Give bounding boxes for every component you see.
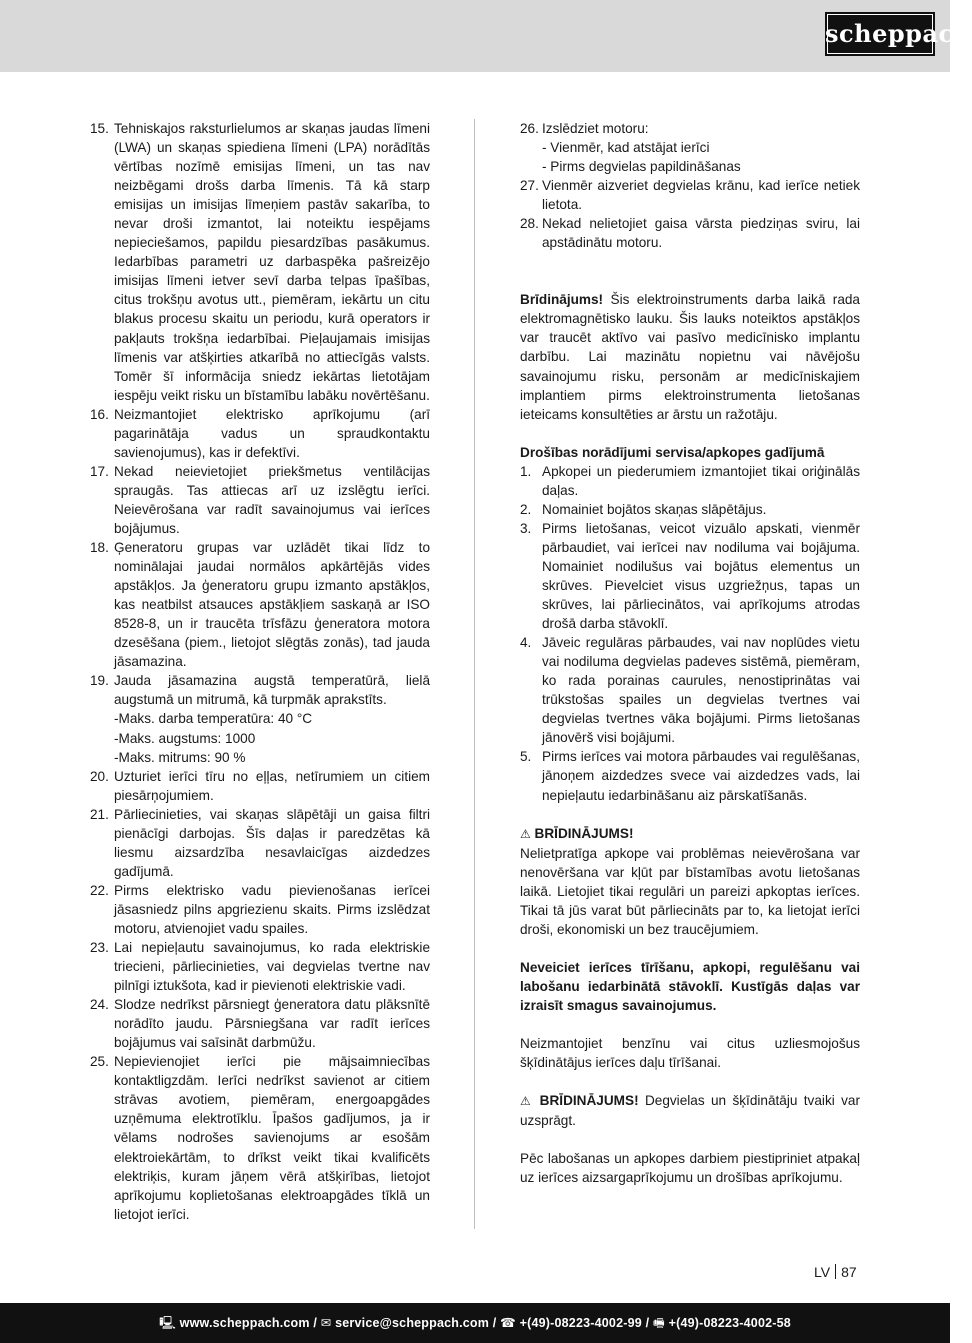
item-number: 22. <box>90 882 109 898</box>
item-text <box>542 119 860 176</box>
list-item <box>90 881 430 938</box>
list-item <box>90 805 430 881</box>
item-sub-line: - Vienmēr, kad atstājat ierīci <box>542 140 710 156</box>
column-divider <box>474 119 475 1229</box>
item-main-text: Jauda jāsamazina augstā temperatūrā, lielā augstumā un mitrumā, kā turpmāk aprakstīts. <box>114 673 430 708</box>
list-item <box>520 176 860 214</box>
item-text <box>114 119 430 405</box>
warning-label: Brīdinājums! <box>520 292 604 308</box>
vapor-warning-title: BRĪDINĀJUMS! <box>539 1093 639 1109</box>
warning-text: Šis elektroinstruments darba laikā rada elektromagnētisko lauku. Šis lauks noteiktos apstākļos var traucēt aktīvo vai pasīvo medicīnisko implantu darbību. Lai mazinātu nopietnu vai nāvējošu savainojumu risku, personām ar medicīniskajiem implantiem pirms elektroinstrumenta lietošanas ieteicams konsultēties ar ārstu un ražotāju. <box>520 292 860 422</box>
reinstall-note: Pēc labošanas un apkopes darbiem piestipriniet atpakaļ uz ierīces aizsargaprīkojumu un drošības aprīkojumu. <box>520 1151 860 1186</box>
item-main-text: Nepievienojiet ierīci pie mājsaimniecības kontaktligzdām. Ierīci nedrīkst savienot ar citiem strāvas avotiem, piemēram, energoapgādes uzņēmuma elektrotīklu. Īpašos gadījumos, ja ir vēlams nodrošes savienojums ar esošām elektroiekārtām, to drīkst veikt tikai kvalificēts elektriķis, kuram jāņem vērā atšķirības, lietojot aprīkojumu koplietošanas elektroapgādes tīklā un lietojot ierīci. <box>114 1054 430 1222</box>
item-number: 21. <box>90 806 109 822</box>
item-text <box>114 405 430 462</box>
item-number: 23. <box>90 940 109 956</box>
item-text <box>542 519 860 633</box>
list-item <box>520 462 860 500</box>
fax-icon: 🖷 <box>652 1315 665 1330</box>
service-heading: Drošības norādījumi servisa/apkopes gadījumā <box>520 444 825 460</box>
website-link[interactable]: www.scheppach.com <box>179 1316 310 1330</box>
item-text <box>114 538 430 671</box>
item-text <box>542 633 860 747</box>
list-item <box>90 1052 430 1223</box>
page-number-value: 87 <box>841 1264 857 1280</box>
item-main-text: Pārliecinieties, vai skaņas slāpētāji un gaisa filtri pienācīgi darbojas. Šīs daļas ir paredzētas kā liesmu aizsardzība nesavlaicīgas aizdedzes gadījumā. <box>114 806 430 879</box>
item-text <box>114 938 430 995</box>
email-link[interactable]: service@scheppach.com <box>335 1316 490 1330</box>
item-main-text: Nekad neievietojiet priekšmetus ventilācijas spraugās. Tas attiecas arī uz izslēgtu ierīci. Neievērošana var radīt savainojumus vai ierīces bojājumus. <box>114 463 430 536</box>
item-sub-line: -Maks. augstums: 1000 <box>114 730 256 746</box>
item-text <box>114 805 430 881</box>
service-instructions-list <box>520 462 860 805</box>
footer-bar: 🖳 www.scheppach.com / ✉ service@scheppach.com / ☎ +(49)-08223-4002-99 / 🖷 +(49)-08223-4002-58 <box>0 1303 950 1343</box>
item-main-text: Ģeneratoru grupas var uzlādēt tikai līdz to nominālajai jaudai normālos apkārtējās vides apstākļos. Ja ģeneratoru grupu izmanto apstākļos, kas neatbilst atsauces apstākļiem saskaņā ar ISO 8528-8, un ir traucēta trīsfāzu ģeneratora motora dzesēšana (piem., lietojot slēgtās zonās), tad jauda jāsamazina. <box>114 540 430 670</box>
solvent-note: Neizmantojiet benzīnu vai citus uzliesmojošus šķīdinātājus ierīces daļu tīrīšanai. <box>520 1035 860 1071</box>
item-main-text: Jāveic regulāras pārbaudes, vai nav noplūdes vietu vai nodiluma degvielas padeves sistēmā, piemēram, ko rada porainas caurules, nenostiprinātas vai trūkstošas spailes un degvielas tvertnes vai degvielas tvertnes vāka bojājumi. Pirms lietošanas jānovērš visi bojājumi. <box>542 635 860 746</box>
page-separator <box>835 1264 836 1279</box>
list-item <box>90 462 430 538</box>
list-item <box>90 767 430 805</box>
item-main-text: Pirms elektrisko vadu pievienošanas ierīcei jāsasniedz pilns apgriezienu skaits. Pirms izslēdzat motoru, atvienojiet vadu spailes. <box>114 882 430 936</box>
fax-number: +(49)-08223-4002-58 <box>668 1316 791 1330</box>
item-number: 25. <box>90 1054 109 1070</box>
item-sub-line: -Maks. darba temperatūra: 40 °C <box>114 711 313 727</box>
item-main-text: Pirms lietošanas, veicot vizuālo apskati, vienmēr pārbaudiet, vai ierīcei nav nodiluma vai bojājuma. Nomainiet nodilušus vai bojātus elementus un skrūves. Pievelciet visus uzgriežņus, tapas un skrūves, lai pārliecinātos, vai aprīkojums atrodas drošā darba stāvoklī. <box>542 520 860 632</box>
scheppach-logo: scheppach <box>825 12 935 56</box>
item-main-text: Vienmēr aizveriet degvielas krānu, kad ierīce netiek lietota. <box>542 178 860 213</box>
item-number: 18. <box>90 540 109 556</box>
phone-icon: ☎ <box>500 1315 516 1330</box>
item-number: 17. <box>90 463 109 479</box>
item-sub-line: -Maks. mitrums: 90 % <box>114 749 246 765</box>
item-main-text: Lai nepieļautu savainojumus, ko rada elektriskie triecieni, pārliecinieties, vai degvielas tvertne nav pilnīgi iztukšota, kad ir pievienoti elektriskie vadi. <box>114 940 430 994</box>
list-item <box>520 214 860 252</box>
item-number: 3. <box>520 520 532 536</box>
item-number: 20. <box>90 768 109 784</box>
item-number: 1. <box>520 463 532 479</box>
maintenance-warning-title <box>520 824 860 844</box>
language-code: LV <box>814 1264 831 1280</box>
item-main-text: Apkopei un piederumiem izmantojiet tikai oriģinālās daļas. <box>542 463 860 498</box>
item-number: 4. <box>520 635 532 651</box>
list-item <box>520 119 860 176</box>
item-text <box>542 176 860 214</box>
item-main-text: Izslēdziet motoru: <box>542 121 649 136</box>
item-text <box>114 767 430 805</box>
list-item <box>520 633 860 747</box>
item-number: 28. <box>520 216 539 232</box>
item-main-text: Slodze nedrīkst pārsniegt ģeneratora datu plāksnītē norādīto jaudu. Pārsniegšana var radīt ierīces bojājumus vai saīsināt darbmūžu. <box>114 997 430 1051</box>
item-main-text: Pirms ierīces vai motora pārbaudes vai regulēšanas, jānoņem aizdedzes svece vai aizdedzes vads, lai nepieļautu iedarbināšanu aiz pārskatīšanās. <box>542 749 860 803</box>
item-main-text: Tehniskajos raksturlielumos ar skaņas jaudas līmeni (LWA) un skaņas spiediena līmeni (LPA) norādītās vērtības nozīmē emisijas līmeni, un tas nav neizbēgami drošs darba līmenis. Tā kā starp emisijas un imisijas līmeņiem pastāv sakarība, to nevar droši izmantot, lai noteiktu iespējams nepieciešamos, papildu piesardzības pasākumus. Iedarbības parametri uz darbaspēka pašreizējo imisijas līmeni ietver sevī darba telpas īpašības, citus trokšņu avotus utt., piemēram, iekārtu un citu blakus procesu skaitu un periodu, kurā operators ir pakļauts trokšņa iedarbībai. Pieļaujamais imisijas līmenis var atšķirties atkarībā no attiecīgās valsts. Tomēr šī informācija sniedz iekārtas lietotājam iespēju veikt risku un bīstamību labāku novērtēšanu. <box>114 121 430 403</box>
list-item <box>90 538 430 671</box>
computer-icon: 🖳 <box>159 1315 176 1330</box>
left-column <box>90 119 430 1224</box>
item-main-text: Uzturiet ierīci tīru no eļļas, netīrumiem un citiem piesārņojumiem. <box>114 768 430 803</box>
item-text <box>542 214 860 252</box>
item-number: 16. <box>90 406 109 422</box>
page-number <box>814 1264 857 1280</box>
item-main-text: Nomainiet bojātos skaņas slāpētājus. <box>542 501 767 517</box>
item-number: 27. <box>520 178 539 194</box>
list-item <box>520 747 860 804</box>
item-text <box>114 995 430 1052</box>
right-column <box>520 119 860 1187</box>
vapor-warning <box>520 1091 860 1130</box>
item-number: 26. <box>520 121 539 136</box>
item-sub-line: - Pirms degvielas papildināšanas <box>542 159 741 175</box>
list-item <box>520 519 860 633</box>
list-item <box>90 119 430 405</box>
list-item <box>520 500 860 519</box>
phone-number: +(49)-08223-4002-99 <box>519 1316 642 1330</box>
header-bar <box>0 0 972 72</box>
item-text <box>542 462 860 500</box>
item-text <box>542 747 860 804</box>
item-number: 19. <box>90 673 109 689</box>
item-text <box>114 462 430 538</box>
safety-instructions-list <box>90 119 430 1224</box>
item-number: 2. <box>520 501 532 517</box>
vapor-warning-text: Degvielas un šķīdinātāju tvaiki var uzsprāgt. <box>520 1093 860 1129</box>
list-item <box>90 671 430 766</box>
list-item <box>90 405 430 462</box>
bold-notice <box>520 958 860 1015</box>
warning-title-text: BRĪDINĀJUMS! <box>534 825 634 841</box>
item-number: 5. <box>520 749 532 765</box>
item-text <box>114 881 430 938</box>
list-item <box>90 938 430 995</box>
list-item <box>90 995 430 1052</box>
maintenance-warning-text: Nelietpratīga apkope vai problēmas neievērošana var nenovēršana var kļūt par bīstamības avotu lietošanas laikā. Lietojiet tikai regulāri un pareizi apkoptas ierīces. Tikai tā jūs varat būt pārliecināts par to, ka lietojat ierīci droši, ekonomiski un bez traucējumiem. <box>520 845 860 937</box>
item-text <box>114 671 430 766</box>
bold-notice-text: Neveiciet ierīces tīrīšanu, apkopi, regulēšanu vai labošanu iedarbinātā stāvoklī. Kustīgās daļas var izraisīt smagus savainojumus. <box>520 959 860 1013</box>
warning-icon: ⚠ <box>520 826 531 841</box>
warning-icon: ⚠ <box>520 1094 534 1109</box>
item-main-text: Neizmantojiet elektrisko aprīkojumu (arī pagarinātāja vadus un spraudkontaktu savienojumus), kas ir defektīvi. <box>114 406 430 460</box>
item-number: 15. <box>90 121 109 136</box>
item-text <box>542 500 860 519</box>
item-main-text: Nekad nelietojiet gaisa vārsta piedziņas sviru, lai apstādinātu motoru. <box>542 216 860 251</box>
safety-instructions-list-continued <box>520 119 860 252</box>
item-text <box>114 1052 430 1223</box>
envelope-icon: ✉ <box>320 1315 332 1330</box>
electromagnetic-warning <box>520 290 860 423</box>
item-number: 24. <box>90 997 109 1013</box>
